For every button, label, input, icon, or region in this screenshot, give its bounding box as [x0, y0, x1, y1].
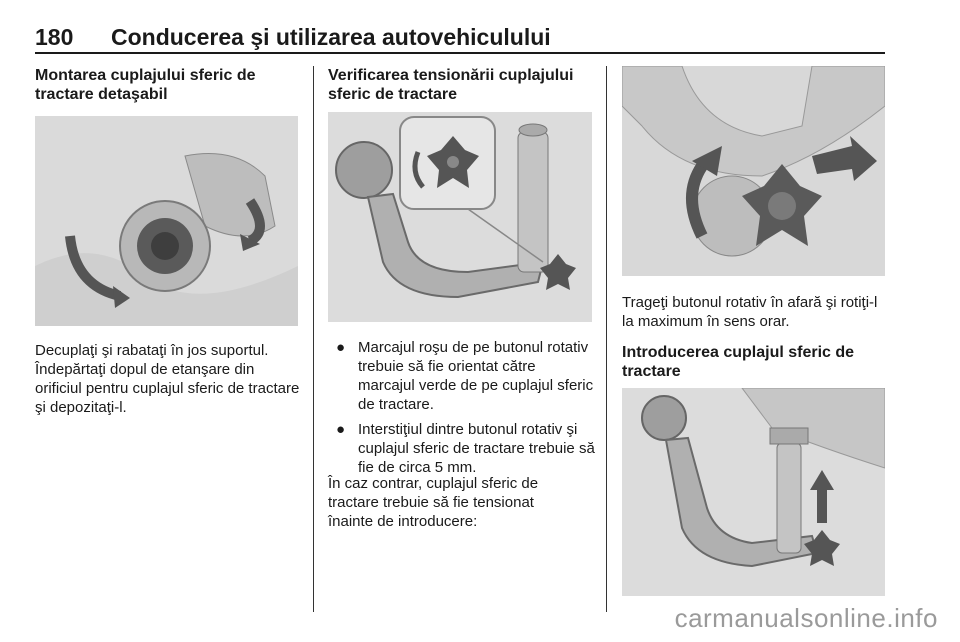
illustration-insertion: [622, 388, 885, 596]
section-heading-insertion: Introducerea cuplajul sferic de tractare: [622, 344, 855, 380]
header-divider: [35, 52, 885, 54]
list-item: [328, 338, 596, 414]
list-item-text: Interstiţiul dintre butonul rotativ şi cuplajul sferic de tractare trebuie să fie de circa 5 mm.: [358, 421, 595, 476]
section-heading-tension-check: Verificarea tensionării cuplajului sferic de tractare: [328, 67, 574, 103]
bullet-icon: ●: [336, 421, 346, 438]
bullet-icon: ●: [336, 339, 346, 356]
paragraph-rotary-knob-instruction: Trageţi butonul rotativ în afară şi rotiţi-l la maximum în sens orar.: [622, 294, 878, 330]
page-header-title: Conducerea şi utilizarea autovehiculului: [111, 24, 551, 50]
list-item: [328, 420, 596, 477]
tension-check-list: [328, 338, 596, 483]
list-item-text: Marcajul roşu de pe butonul rotativ trebuie să fie orientat către marcajul verde de pe cuplajul sferic de tractare.: [358, 339, 594, 413]
paragraph-mounting-steps: Decuplaţi şi rabataţi în jos suportul. Îndepărtaţi dopul de etanşare din orificiul pentru cuplajul sferic de tractare şi depozitaţi-l.: [35, 342, 300, 416]
page-header-number: 180: [35, 24, 74, 50]
illustration-socket-cover: [35, 116, 298, 326]
illustration-ball-coupling-check: [328, 112, 592, 322]
paragraph-tension-instruction: În caz contrar, cuplajul sferic de tractare trebuie să fie tensionat înainte de introducere:: [328, 475, 539, 530]
illustration-rotary-knob: [622, 66, 885, 276]
watermark: carmanualsonline.info: [674, 603, 938, 633]
column-divider-1: [313, 66, 314, 612]
column-divider-2: [606, 66, 607, 612]
section-heading-mounting: Montarea cuplajului sferic de tractare detaşabil: [35, 67, 256, 103]
